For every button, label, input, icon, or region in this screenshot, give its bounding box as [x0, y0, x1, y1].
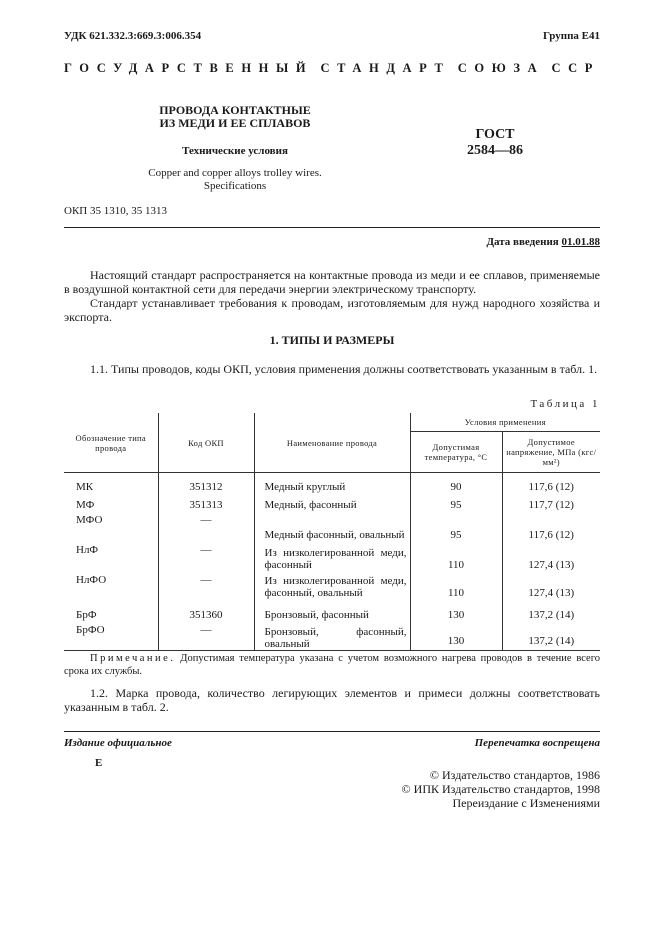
document-subtitle: Технические условия: [182, 145, 288, 157]
cell-name: Бронзовый, фасонный: [254, 599, 410, 621]
cell-okp: —: [158, 541, 254, 571]
header-temperature: Допустимая температура, °С: [410, 432, 502, 473]
cell-name: Из низколегированной меди, фасонный: [254, 541, 410, 571]
cell-designation: БрФО: [76, 623, 105, 636]
gost-number: [440, 127, 550, 159]
divider: [64, 731, 600, 732]
header-conditions: Условия применения: [410, 413, 600, 432]
cell-temperature: 130: [410, 599, 502, 621]
effective-date-value: 01.01.88: [561, 236, 600, 248]
official-edition: Издание официальное: [64, 737, 172, 749]
table-caption: Таблица 1: [530, 398, 600, 410]
gost-label: ГОСТ: [475, 127, 515, 142]
cell-temperature: 110: [410, 541, 502, 571]
udk-code: УДК 621.332.3:669.3:006.354: [64, 30, 202, 42]
okp-codes: ОКП 35 1310, 35 1313: [64, 205, 167, 217]
cell-name: Медный круглый: [254, 473, 410, 493]
cell-designation: БрФ: [76, 608, 97, 621]
cell-name: Медный, фасонный: [254, 493, 410, 511]
table-row: [64, 621, 600, 651]
cell-name: Медный фасонный, овальный: [254, 511, 410, 541]
cell-designation: МФО: [76, 513, 103, 526]
english-title: [110, 167, 360, 193]
edition-mark: Е: [95, 757, 103, 769]
document-title: [130, 104, 340, 130]
banner-word: ССР: [551, 61, 600, 75]
cell-okp: 351360: [158, 599, 254, 621]
table-row: [64, 541, 600, 571]
title-line: ИЗ МЕДИ И ЕЕ СПЛАВОВ: [159, 116, 311, 130]
effective-date: [486, 236, 600, 248]
table-note: [64, 652, 600, 678]
cell-stress: 117,6 (12): [502, 473, 600, 493]
cell-temperature: 90: [410, 473, 502, 493]
reprint-notice: Перепечатка воспрещена: [474, 737, 600, 749]
banner-word: СОЮЗА: [457, 61, 545, 75]
cell-temperature: 110: [410, 571, 502, 599]
intro-paragraph: Настоящий стандарт распространяется на контактные провода из меди и ее сплавов, применяемые в воздушной контактной сети для передачи энергии электрическому транспорту.: [64, 268, 600, 296]
state-standard-banner: [64, 61, 600, 76]
header-stress: Допустимое напряжение, МПа (кгс/мм²): [502, 432, 600, 473]
cell-stress: 127,4 (13): [502, 571, 600, 599]
copyright-line: © Издательство стандартов, 1986: [429, 768, 600, 782]
header-designation: Обозначение типа провода: [64, 413, 158, 473]
clause-1-2: 1.2. Марка провода, количество легирующих элементов и примеси должны соответствовать указанным в табл. 2.: [64, 686, 600, 714]
banner-word: ГОСУДАРСТВЕННЫЙ: [64, 61, 314, 75]
note-text: Допустимая температура указана с учетом возможного нагрева проводов в течение всего срока их службы.: [64, 653, 600, 677]
types-table: [64, 413, 600, 651]
banner-word: СТАНДАРТ: [320, 61, 451, 75]
table-row: [64, 599, 600, 621]
cell-temperature: 95: [410, 493, 502, 511]
header-okp: Код ОКП: [158, 413, 254, 473]
cell-stress: 137,2 (14): [502, 599, 600, 621]
copyright-line: Переиздание с Изменениями: [452, 796, 600, 810]
cell-name: Бронзовый, фасонный, овальный: [254, 621, 410, 651]
cell-stress: 117,6 (12): [502, 511, 600, 541]
cell-designation: НлФО: [76, 573, 107, 586]
table-row: [64, 493, 600, 511]
header-name: Наименование провода: [254, 413, 410, 473]
cell-temperature: 95: [410, 511, 502, 541]
table-row: [64, 473, 600, 493]
cell-okp: —: [158, 621, 254, 651]
intro-paragraph: Стандарт устанавливает требования к проводам, изготовляемым для нужд народного хозяйства и экспорта.: [64, 296, 600, 324]
cell-stress: 127,4 (13): [502, 541, 600, 571]
copyright-block: [402, 768, 600, 810]
cell-designation: МФ: [76, 498, 95, 511]
clause-1-1: 1.1. Типы проводов, коды ОКП, условия применения должны соответствовать указанным в табл. 1.: [90, 362, 598, 376]
cell-temperature: 130: [410, 621, 502, 651]
cell-okp: —: [158, 511, 254, 541]
cell-okp: —: [158, 571, 254, 599]
english-title-line: Specifications: [203, 180, 267, 192]
note-label: Примечание.: [90, 653, 176, 664]
cell-designation: НлФ: [76, 543, 99, 556]
divider: [64, 227, 600, 228]
cell-okp: 351313: [158, 493, 254, 511]
cell-okp: 351312: [158, 473, 254, 493]
cell-stress: 137,2 (14): [502, 621, 600, 651]
cell-stress: 117,7 (12): [502, 493, 600, 511]
copyright-line: © ИПК Издательство стандартов, 1998: [401, 782, 600, 796]
english-title-line: Copper and copper alloys trolley wires.: [148, 167, 322, 179]
title-line: ПРОВОДА КОНТАКТНЫЕ: [159, 103, 311, 117]
table-row: [64, 511, 600, 541]
group-code: Группа Е41: [542, 30, 600, 42]
effective-date-label: Дата введения: [486, 236, 559, 248]
section-heading: 1. ТИПЫ И РАЗМЕРЫ: [269, 333, 395, 347]
table-row: [64, 571, 600, 599]
cell-designation: МК: [76, 480, 94, 493]
gost-code: 2584—86: [467, 143, 523, 158]
cell-name: Из низколегированной меди, фасонный, овальный: [254, 571, 410, 599]
